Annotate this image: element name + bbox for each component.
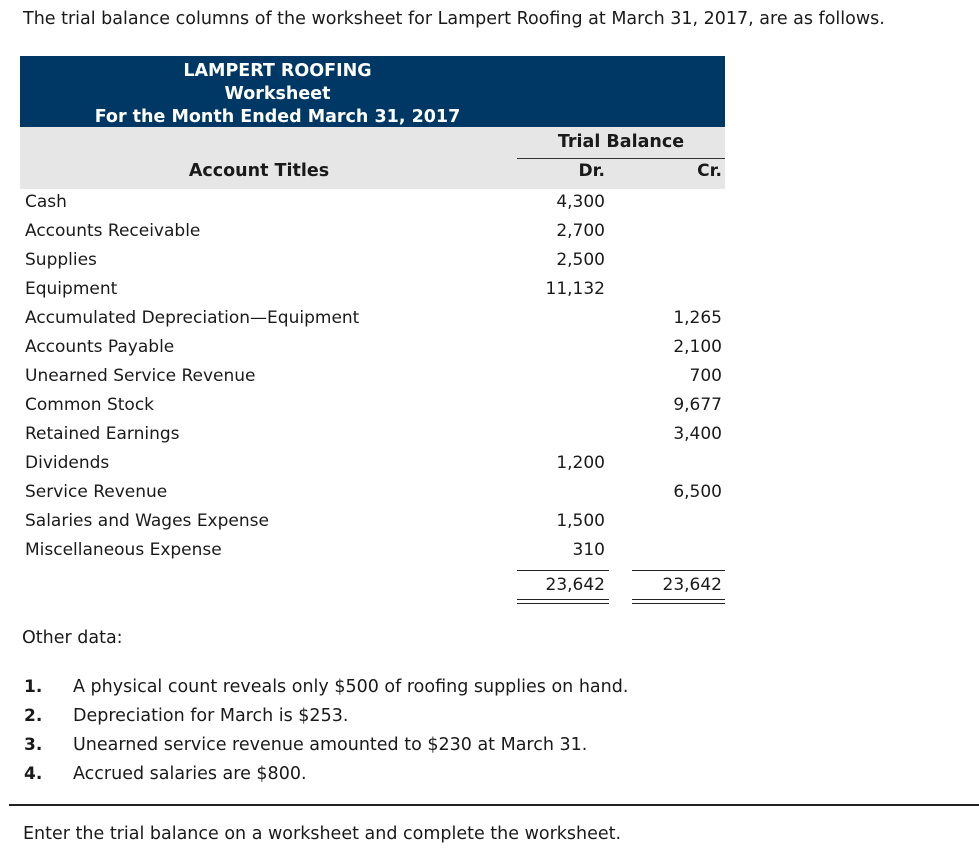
intro-text: The trial balance columns of the worksheet for Lampert Roofing at March 31, 2017, are as follows. [23,9,885,29]
credit-amount: 6,500 [673,482,722,502]
table-row [20,363,725,392]
account-name: Unearned Service Revenue [25,366,256,386]
account-name: Common Stock [25,395,155,415]
worksheet-table [20,56,725,606]
totals-row [20,566,725,606]
list-item-number: 1. [24,677,43,697]
account-name: Cash [25,192,67,212]
credit-heading: Cr. [697,161,722,181]
table-row [20,218,725,247]
debit-amount: 2,500 [556,250,605,270]
credit-amount: 3,400 [673,424,722,444]
list-item-text: Unearned service revenue amounted to $230 at March 31. [73,735,588,755]
account-name: Miscellaneous Expense [25,540,222,560]
company-name: LAMPERT ROOFING [183,61,372,81]
worksheet-header [20,56,725,127]
trial-balance-rule [517,158,725,159]
list-item-text: Depreciation for March is $253. [73,706,349,726]
credit-amount: 9,677 [673,395,722,415]
account-name: Accounts Receivable [25,221,201,241]
other-data-label: Other data: [22,628,123,648]
debit-amount: 1,500 [556,511,605,531]
account-name: Retained Earnings [25,424,180,444]
credit-amount: 700 [689,366,722,386]
table-row [20,334,725,363]
table-row [20,537,725,566]
credit-amount: 1,265 [673,308,722,328]
account-name: Equipment [25,279,118,299]
table-row [20,276,725,305]
credit-amount: 2,100 [673,337,722,357]
account-name: Dividends [25,453,110,473]
debit-heading: Dr. [578,161,605,181]
debit-amount: 310 [572,540,605,560]
account-name: Supplies [25,250,97,270]
worksheet-title: Worksheet [224,84,331,104]
account-rows [20,189,725,566]
debit-amount: 2,700 [556,221,605,241]
worksheet-period: For the Month Ended March 31, 2017 [94,107,461,127]
debit-total: 23,642 [517,570,609,604]
table-row [20,508,725,537]
table-row [20,421,725,450]
list-item-text: A physical count reveals only $500 of roofing supplies on hand. [73,677,629,697]
list-item-text: Accrued salaries are $800. [73,764,307,784]
account-name: Salaries and Wages Expense [25,511,269,531]
table-row [20,450,725,479]
debit-amount: 4,300 [556,192,605,212]
account-name: Accounts Payable [25,337,175,357]
account-name: Service Revenue [25,482,168,502]
account-titles-heading: Account Titles [188,161,330,181]
debit-amount: 11,132 [545,279,605,299]
table-row [20,305,725,334]
table-row [20,479,725,508]
debit-amount: 1,200 [556,453,605,473]
account-name: Accumulated Depreciation—Equipment [25,308,360,328]
column-headers [20,127,725,189]
table-row [20,392,725,421]
list-item-number: 2. [24,706,43,726]
table-row [20,189,725,218]
list-item-number: 4. [24,764,43,784]
table-row [20,247,725,276]
list-item-number: 3. [24,735,43,755]
divider [9,804,979,806]
trial-balance-heading: Trial Balance [557,132,685,152]
instruction-text: Enter the trial balance on a worksheet and complete the worksheet. [23,824,622,844]
credit-total: 23,642 [632,570,725,604]
